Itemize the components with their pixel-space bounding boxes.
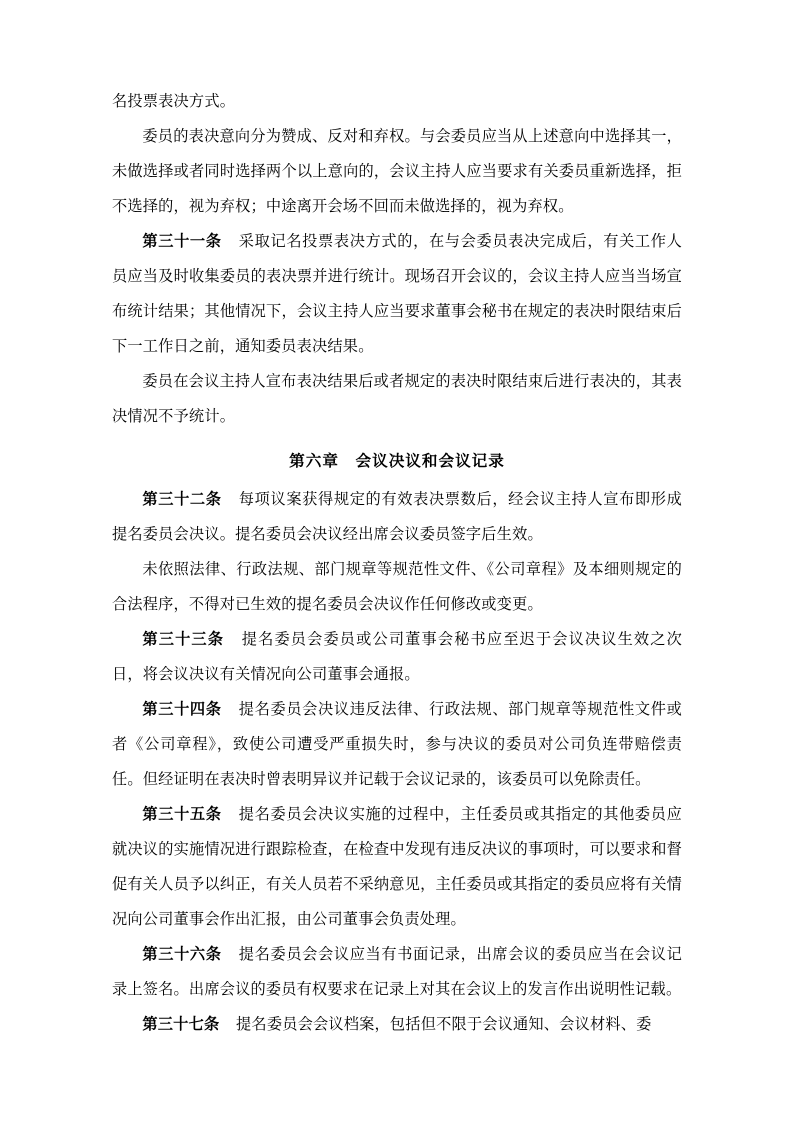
- article-label: 第三十一条: [142, 232, 222, 250]
- article-label: 第三十二条: [142, 490, 222, 508]
- paragraph: 名投票表决方式。: [112, 92, 236, 110]
- article-text: 每项议案获得规定的有效表决票数后，经会议主持人宣布即形成提名委员会决议。提名委员会决议经出席会议委员签字后生效。: [112, 490, 683, 543]
- article-label: 第三十四条: [142, 700, 222, 718]
- article-label: 第三十五条: [142, 805, 222, 823]
- article-text: 提名委员会会议档案，包括但不限于会议通知、会议材料、委: [236, 1015, 652, 1033]
- article-paragraph: [112, 692, 682, 797]
- paragraph: 委员的表决意向分为赞成、反对和弃权。与会委员应当从上述意向中选择其一，未做选择或者同时选择两个以上意向的，会议主持人应当要求有关委员重新选择，拒不选择的，视为弃权；中途离开会场不回而未做选择的，视为弃权。: [112, 127, 682, 215]
- article-text: 提名委员会会议应当有书面记录，出席会议的委员应当在会议记录上签名。出席会议的委员有权要求在记录上对其在会议上的发言作出说明性记载。: [112, 945, 683, 998]
- chapter-heading: 第六章 会议决议和会议记录: [289, 451, 505, 470]
- article-paragraph: [112, 622, 682, 692]
- article-text: 提名委员会决议违反法律、行政法规、部门规章等规范性文件或者《公司章程》，致使公司遭受严重损失时，参与决议的委员对公司负连带赔偿责任。但经证明在表决时曾表明异议并记载于会议记录的，该委员可以免除责任。: [112, 700, 683, 788]
- paragraph: 委员在会议主持人宣布表决结果后或者规定的表决时限结束后进行表决的，其表决情况不予统计。: [112, 372, 682, 425]
- article-text: 采取记名投票表决方式的，在与会委员表决完成后，有关工作人员应当及时收集委员的表决票并进行统计。现场召开会议的，会议主持人应当当场宣布统计结果；其他情况下，会议主持人应当要求董事会秘书在规定的表决时限结束后下一工作日之前，通知委员表决结果。: [112, 232, 683, 355]
- article-label: 第三十三条: [142, 630, 225, 648]
- article-paragraph: [112, 224, 682, 364]
- article-paragraph: [112, 482, 682, 552]
- article-label: 第三十六条: [142, 945, 222, 963]
- paragraph: 未依照法律、行政法规、部门规章等规范性文件、《公司章程》及本细则规定的合法程序，不得对已生效的提名委员会决议作任何修改或变更。: [112, 560, 682, 613]
- article-paragraph: [112, 937, 682, 1007]
- document-body: [112, 84, 682, 1042]
- article-paragraph: [112, 797, 682, 937]
- article-text: 提名委员会委员或公司董事会秘书应至迟于会议决议生效之次日，将会议决议有关情况向公司董事会通报。: [112, 630, 682, 683]
- article-paragraph: [112, 1007, 682, 1042]
- article-text: 提名委员会决议实施的过程中，主任委员或其指定的其他委员应就决议的实施情况进行跟踪检查，在检查中发现有违反决议的事项时，可以要求和督促有关人员予以纠正，有关人员若不采纳意见，主任委员或其指定的委员应将有关情况向公司董事会作出汇报，由公司董事会负责处理。: [112, 805, 683, 928]
- article-label: 第三十七条: [142, 1015, 220, 1033]
